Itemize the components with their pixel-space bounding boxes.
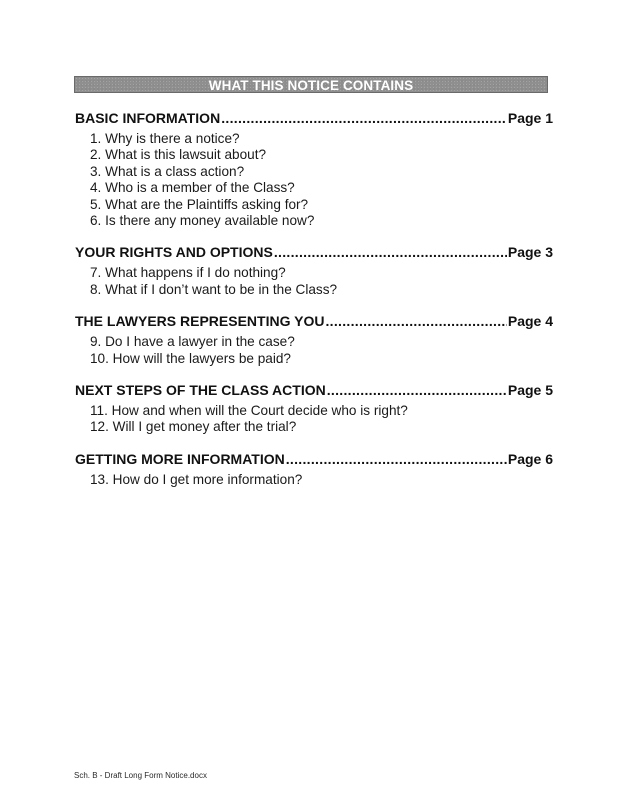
document-filename-footer: Sch. B - Draft Long Form Notice.docx bbox=[74, 771, 207, 780]
dot-leader bbox=[325, 313, 506, 330]
question-list bbox=[75, 131, 553, 229]
table-of-contents bbox=[75, 110, 553, 503]
toc-heading-row bbox=[75, 313, 553, 330]
question-item: 8. What if I don’t want to be in the Class? bbox=[90, 281, 338, 297]
toc-heading-row bbox=[75, 244, 553, 261]
dot-leader bbox=[274, 244, 507, 261]
question-item: 4. Who is a member of the Class? bbox=[90, 180, 295, 196]
question-item: 9. Do I have a lawyer in the case? bbox=[90, 334, 295, 350]
question-list bbox=[75, 334, 553, 367]
toc-title: WHAT THIS NOTICE CONTAINS bbox=[208, 78, 414, 93]
page-reference: Page 4 bbox=[507, 313, 553, 330]
toc-section-lawyers bbox=[75, 313, 553, 367]
page-reference: Page 5 bbox=[507, 382, 553, 399]
question-item: 6. Is there any money available now? bbox=[90, 213, 315, 229]
section-heading: NEXT STEPS OF THE CLASS ACTION bbox=[75, 382, 326, 399]
question-list bbox=[75, 472, 553, 488]
toc-heading-row bbox=[75, 382, 553, 399]
question-list bbox=[75, 265, 553, 298]
question-item: 3. What is a class action? bbox=[90, 163, 245, 179]
page-reference: Page 3 bbox=[507, 244, 553, 261]
toc-section-basic-information bbox=[75, 110, 553, 229]
toc-banner bbox=[74, 76, 548, 93]
section-heading: GETTING MORE INFORMATION bbox=[75, 450, 285, 467]
dot-leader bbox=[286, 451, 507, 468]
toc-section-more-information bbox=[75, 451, 553, 488]
dot-leader bbox=[221, 110, 507, 127]
question-list bbox=[75, 403, 553, 436]
question-item: 1. Why is there a notice? bbox=[90, 131, 240, 146]
section-heading: BASIC INFORMATION bbox=[75, 110, 221, 126]
dot-leader bbox=[327, 382, 507, 399]
toc-heading-row bbox=[75, 451, 553, 468]
question-item: 12. Will I get money after the trial? bbox=[90, 419, 297, 435]
section-heading: THE LAWYERS REPRESENTING YOU bbox=[75, 313, 325, 330]
question-item: 10. How will the lawyers be paid? bbox=[90, 350, 291, 366]
section-heading: YOUR RIGHTS AND OPTIONS bbox=[75, 244, 273, 261]
question-item: 7. What happens if I do nothing? bbox=[90, 265, 286, 281]
page-reference: Page 1 bbox=[507, 110, 553, 126]
toc-section-rights-and-options bbox=[75, 244, 553, 298]
toc-heading-row bbox=[75, 110, 553, 127]
question-item: 2. What is this lawsuit about? bbox=[90, 147, 267, 163]
page-reference: Page 6 bbox=[507, 450, 553, 467]
question-item: 5. What are the Plaintiffs asking for? bbox=[90, 196, 309, 212]
question-item: 13. How do I get more information? bbox=[90, 471, 303, 487]
question-item: 11. How and when will the Court decide who is right? bbox=[90, 403, 408, 419]
toc-section-next-steps bbox=[75, 382, 553, 436]
